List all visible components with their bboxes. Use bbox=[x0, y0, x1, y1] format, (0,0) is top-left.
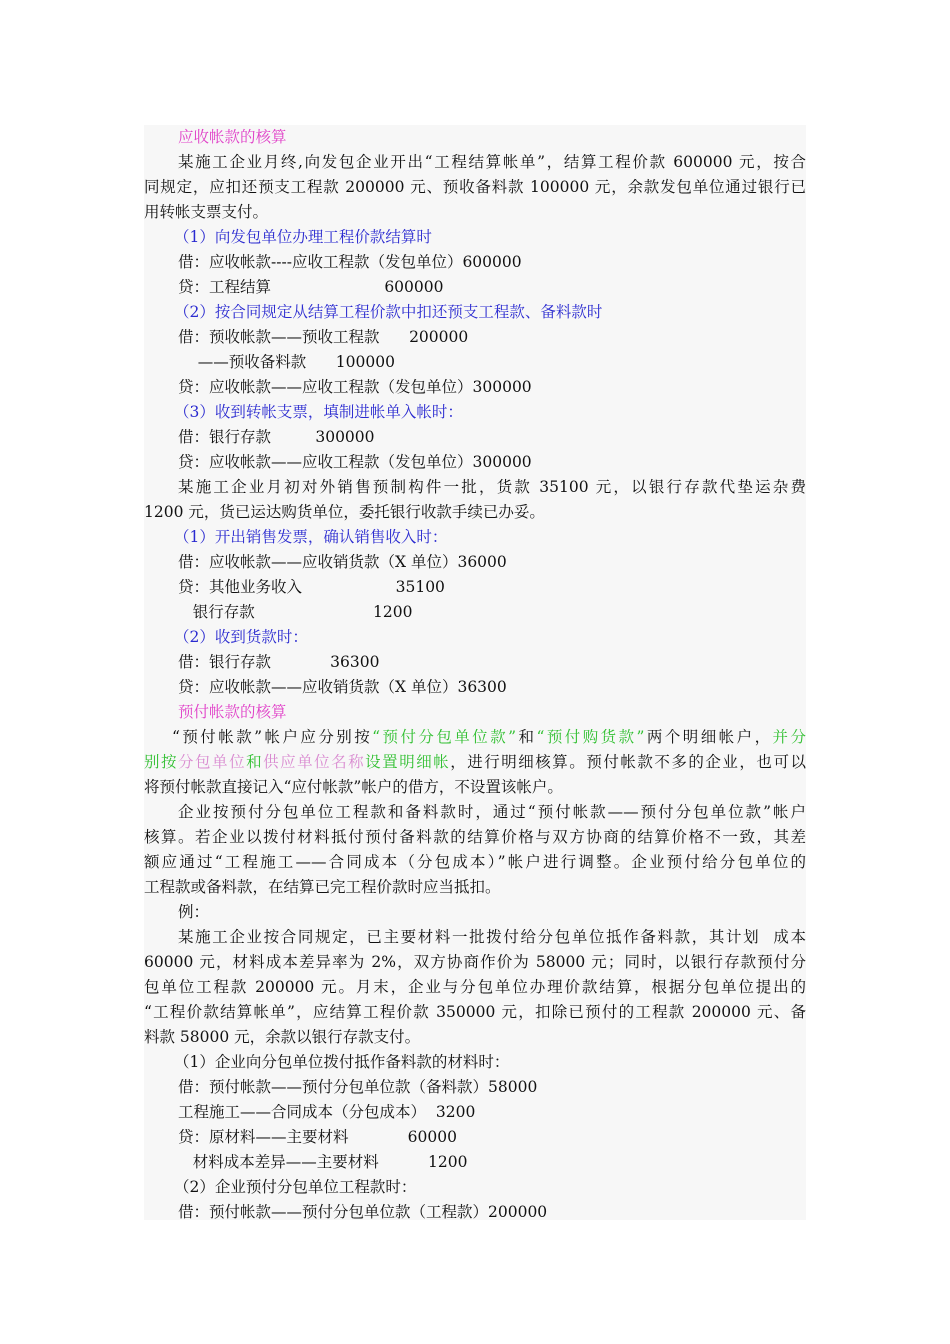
step-heading: （2）按合同规定从结算工程价款中扣还预支工程款、备料款时 bbox=[174, 303, 603, 321]
paragraph-line: 企业按预付分包单位工程款和备料款时，通过“预付帐款——预付分包单位款”帐户 bbox=[178, 803, 806, 821]
journal-entry-line: 银行存款 1200 bbox=[178, 603, 413, 621]
step-heading: （3）收到转帐支票，填制进帐单入帐时： bbox=[174, 403, 463, 421]
paragraph-line: 包单位工程款 200000 元。月末，企业与分包单位办理价款结算，根据分包单位提出的 bbox=[144, 978, 806, 996]
step-heading: （2）收到货款时： bbox=[174, 628, 308, 646]
paragraph-line: 核算。若企业以拨付材料抵付预付备料款的结算价格与双方协商的结算价格不一致，其差 bbox=[144, 828, 806, 846]
paragraph-line: 某施工企业月初对外销售预制构件一批，货款 35100 元，以银行存款代垫运杂费 bbox=[178, 478, 806, 496]
journal-entry-line: 贷：应收帐款——应收销货款（X 单位）36300 bbox=[178, 678, 507, 696]
paragraph-line: 某施工企业月终,向发包企业开出“工程结算帐单”，结算工程价款 600000 元，按合 bbox=[178, 153, 806, 171]
paragraph-line: 用转帐支票支付。 bbox=[144, 203, 269, 221]
journal-entry-line: 材料成本差异——主要材料 1200 bbox=[178, 1153, 468, 1171]
journal-entry-line: 贷：其他业务收入 35100 bbox=[178, 578, 445, 596]
section-heading-receivables: 应收帐款的核算 bbox=[178, 128, 287, 146]
journal-entry-line: 贷：工程结算 600000 bbox=[178, 278, 444, 296]
paragraph-line: “工程价款结算帐单”，应结算工程价款 350000 元，扣除已预付的工程款 200000 元、备 bbox=[144, 1003, 806, 1021]
paragraph-line: 工程款或备料款，在结算已完工程价款时应当抵扣。 bbox=[144, 878, 501, 896]
paragraph-line: 60000 元，材料成本差异率为 2%，双方协商作价为 58000 元；同时，以银行存款预付分 bbox=[144, 953, 806, 971]
paragraph-line: 某施工企业按合同规定，已主要材料一批拨付给分包单位抵作备料款，其计划 成本 bbox=[178, 928, 806, 946]
paragraph-line: 1200 元，货已运达购货单位，委托银行收款手续已办妥。 bbox=[144, 503, 545, 521]
paragraph-line: 料款 58000 元，余款以银行存款支付。 bbox=[144, 1028, 421, 1046]
step-heading: （1）开出销售发票，确认销售收入时： bbox=[174, 528, 448, 546]
journal-entry-line: 借：预付帐款——预付分包单位款（工程款）200000 bbox=[178, 1203, 548, 1221]
step-heading: （1）向发包单位办理工程价款结算时 bbox=[174, 228, 432, 246]
journal-entry-line: 借：银行存款 36300 bbox=[178, 653, 380, 671]
journal-entry-line: 贷：应收帐款——应收工程款（发包单位）300000 bbox=[178, 453, 532, 471]
step-heading: （2）企业预付分包单位工程款时： bbox=[174, 1178, 417, 1196]
journal-entry-line: ——预收备料款 100000 bbox=[178, 353, 395, 371]
journal-entry-line: 借：预收帐款——预收工程款 200000 bbox=[178, 328, 469, 346]
journal-entry-line: 贷：原材料——主要材料 60000 bbox=[178, 1128, 457, 1146]
paragraph-line: 将预付帐款直接记入“应付帐款”帐户的借方，不设置该帐户。 bbox=[144, 778, 563, 796]
journal-entry-line: 借：应收帐款----应收工程款（发包单位）600000 bbox=[178, 253, 522, 271]
journal-entry-line: 借：银行存款 300000 bbox=[178, 428, 375, 446]
paragraph-line-mixed: 别按分包单位和供应单位名称设置明细帐，进行明细核算。预付帐款不多的企业，也可以 bbox=[144, 753, 806, 771]
example-label: 例： bbox=[178, 903, 210, 921]
step-heading: （1）企业向分包单位拨付抵作备料款的材料时： bbox=[174, 1053, 510, 1071]
paragraph-line: 额应通过“工程施工——合同成本（分包成本）”帐户进行调整。企业预付给分包单位的 bbox=[144, 853, 806, 871]
journal-entry-line: 贷：应收帐款——应收工程款（发包单位）300000 bbox=[178, 378, 532, 396]
paragraph-line: 同规定，应扣还预支工程款 200000 元、预收备料款 100000 元，余款发包单位通过银行已 bbox=[144, 178, 806, 196]
journal-entry-line: 借：应收帐款——应收销货款（X 单位）36000 bbox=[178, 553, 507, 571]
paragraph-line-mixed: “预付帐款”帐户应分别按“预付分包单位款”和“预付购货款”两个明细帐户，并分 bbox=[172, 728, 806, 746]
journal-entry-line: 工程施工——合同成本（分包成本） 3200 bbox=[178, 1103, 476, 1121]
journal-entry-line: 借：预付帐款——预付分包单位款（备料款）58000 bbox=[178, 1078, 538, 1096]
section-heading-prepayments: 预付帐款的核算 bbox=[178, 703, 287, 721]
